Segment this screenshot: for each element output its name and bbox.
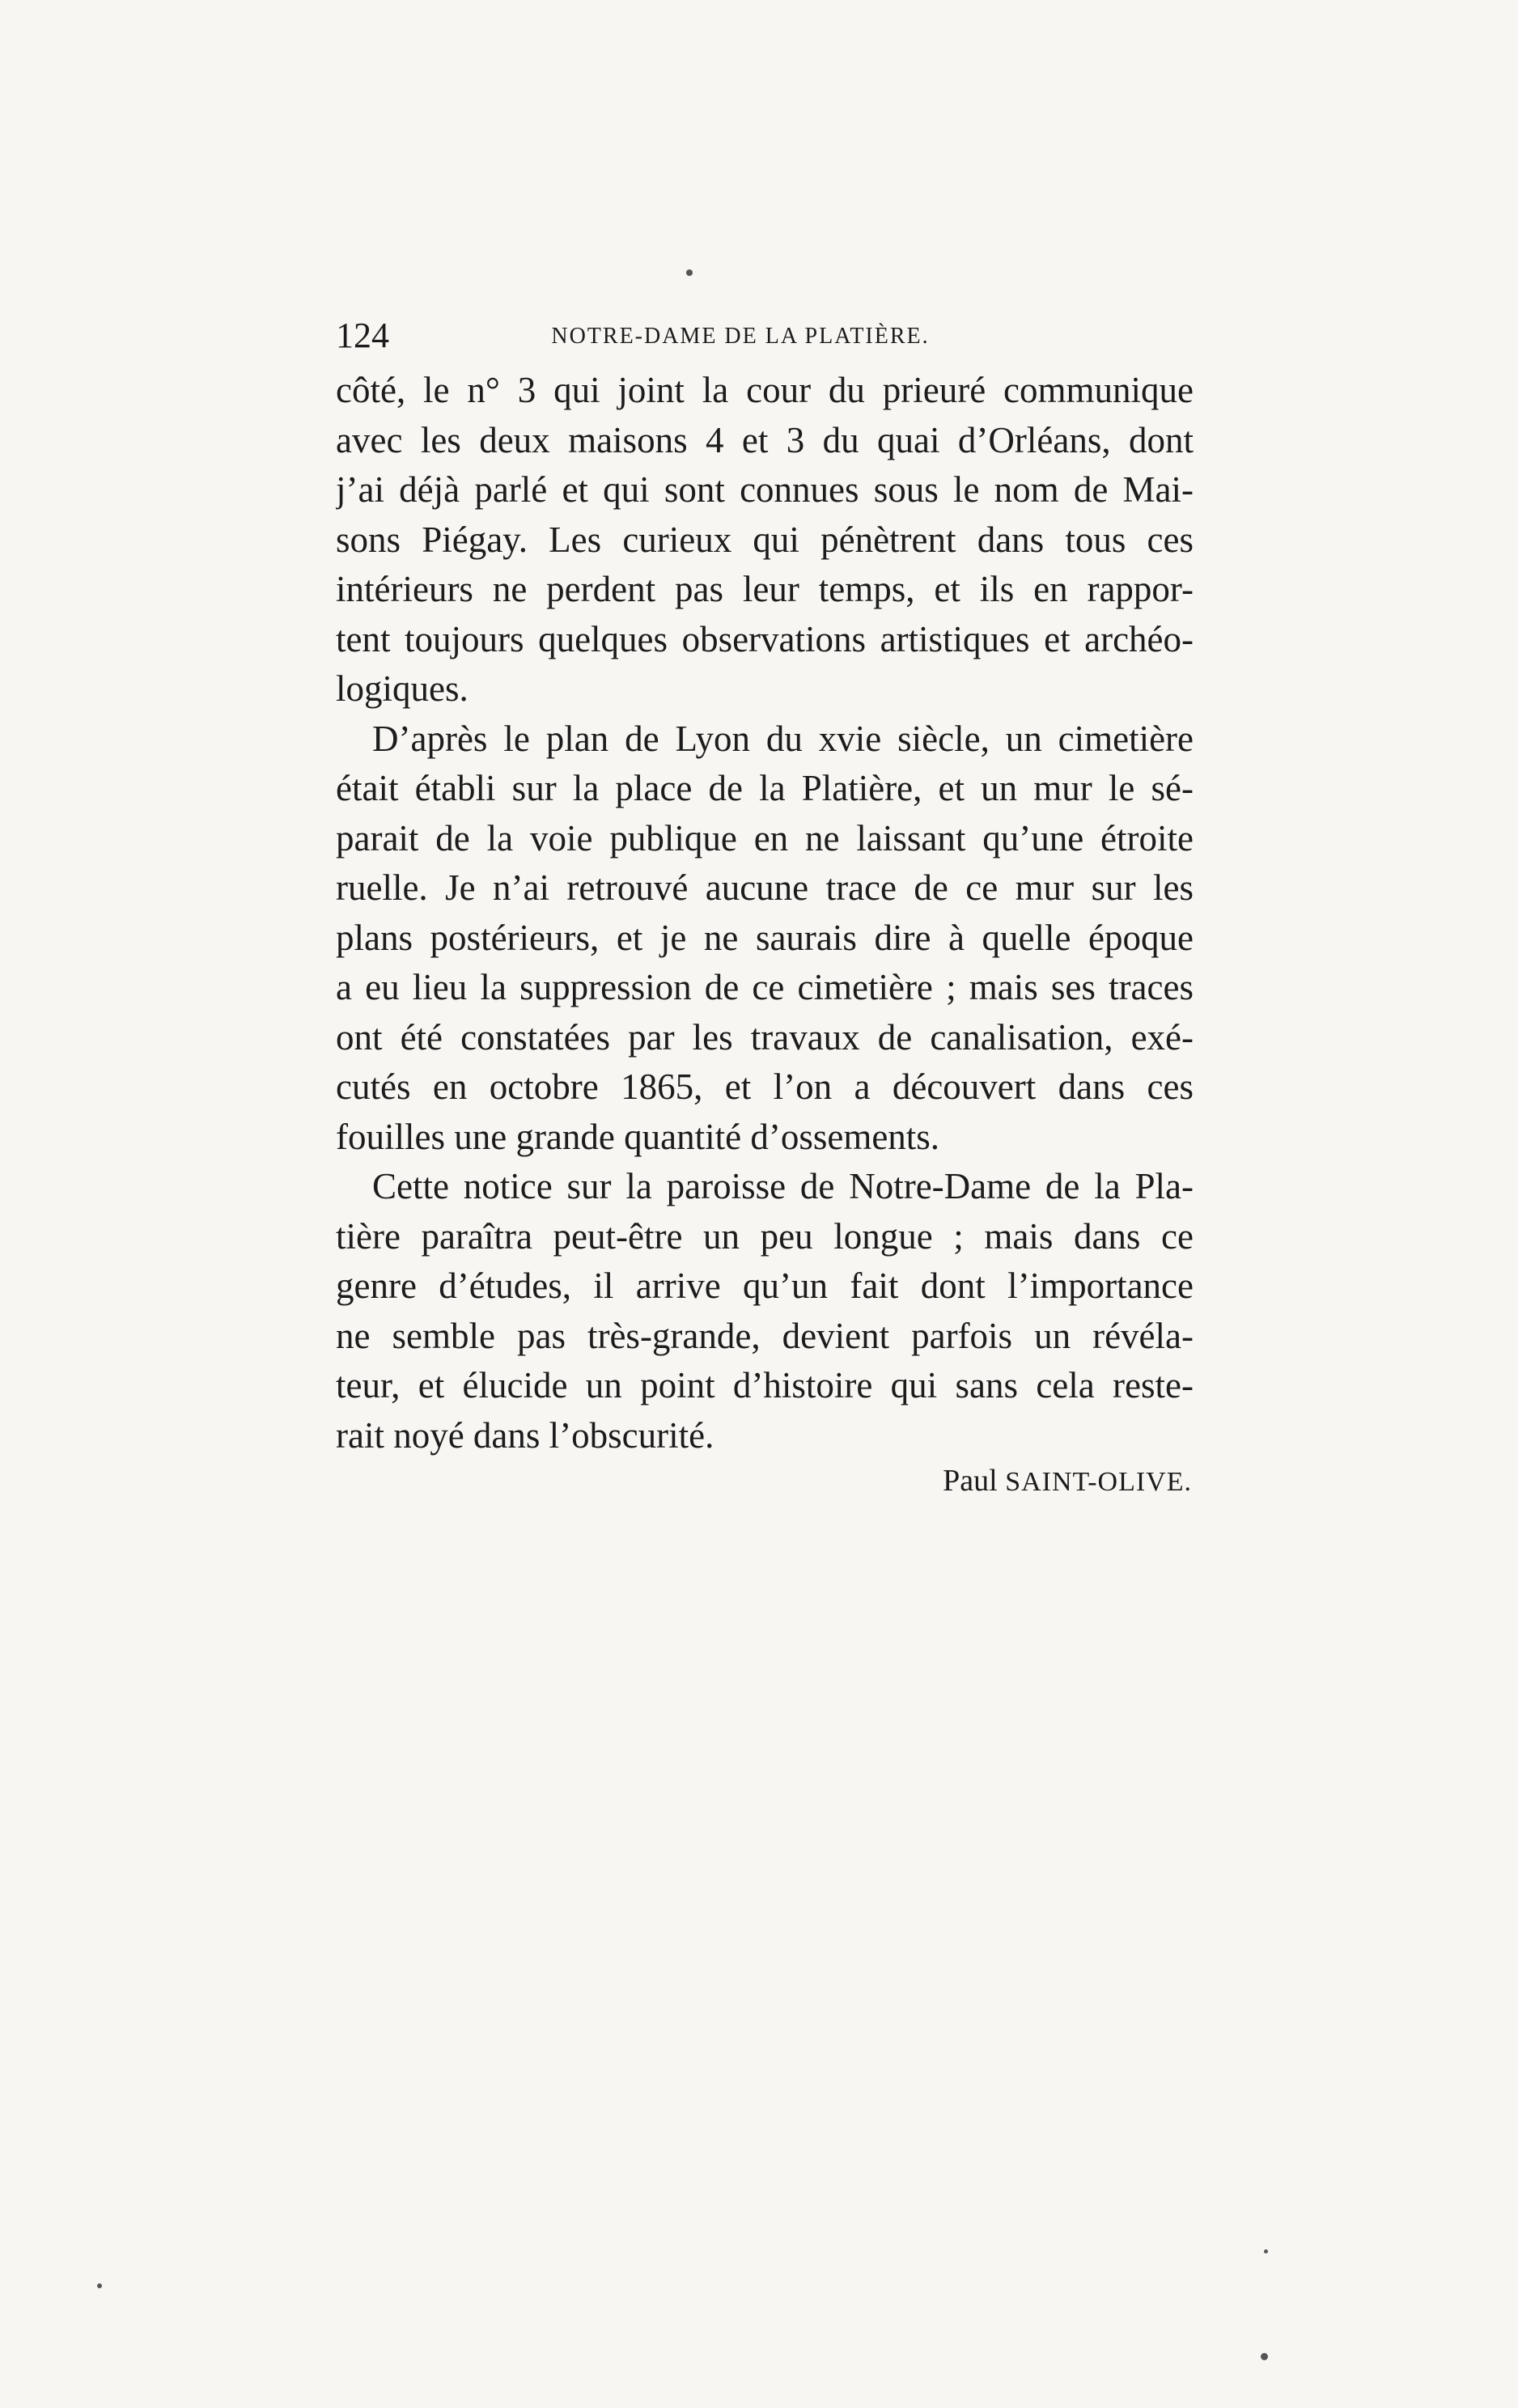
running-title: NOTRE-DAME DE LA PLATIÈRE. <box>551 324 930 349</box>
paragraph-2 <box>336 714 1194 1163</box>
page-number: 124 <box>336 316 389 355</box>
text-line: côté, le n° 3 qui joint la cour du prieuré communique <box>336 370 1194 410</box>
text-line: intérieurs ne perdent pas leur temps, et ils en rappor- <box>336 569 1194 609</box>
paragraph-1 <box>336 366 1194 714</box>
text-line: parait de la voie publique en ne laissant qu’une étroite <box>336 817 1194 858</box>
text-line: a eu lieu la suppression de ce cimetière ; mais ses traces <box>336 967 1194 1007</box>
text-line: tière paraîtra peut-être un peu longue ; mais dans ce <box>336 1215 1194 1257</box>
text-line: j’ai déjà parlé et qui sont connues sous le nom de Mai- <box>336 469 1194 510</box>
text-line: ne semble pas très-grande, devient parfois un révéla- <box>336 1315 1194 1356</box>
text-line: sons Piégay. Les curieux qui pénètrent dans tous ces <box>336 519 1194 560</box>
text-line: rait noyé dans l’obscurité. <box>336 1414 714 1456</box>
text-line: teur, et élucide un point d’histoire qui sans cela reste- <box>336 1365 1194 1405</box>
paragraph-3 <box>336 1162 1194 1460</box>
text-line: plans postérieurs, et je ne saurais dire à quelle époque <box>336 917 1194 958</box>
text-line: ont été constatées par les travaux de canalisation, exé- <box>336 1016 1194 1058</box>
signature-last-name: SAINT-OLIVE. <box>1005 1467 1192 1497</box>
text-line: tent toujours quelques observations artistiques et archéo- <box>336 618 1194 659</box>
signature-first-name: Paul <box>943 1464 998 1498</box>
body-text <box>336 366 1194 1460</box>
paper-speck <box>97 2283 102 2288</box>
text-line: avec les deux maisons 4 et 3 du quai d’Orléans, dont <box>336 419 1194 460</box>
text-line: genre d’études, il arrive qu’un fait dont l’importance <box>336 1265 1194 1306</box>
text-line: Cette notice sur la paroisse de Notre-Dame de la Pla- <box>372 1166 1194 1206</box>
text-line: logiques. <box>336 668 469 709</box>
paper-speck <box>1264 2249 1268 2253</box>
author-signature <box>336 1456 1192 1507</box>
page-header <box>336 312 1194 360</box>
text-line: fouilles une grande quantité d’ossements. <box>336 1116 940 1157</box>
text-line: D’après le plan de Lyon du xvie siècle, un cimetière <box>372 718 1194 759</box>
text-line: ruelle. Je n’ai retrouvé aucune trace de ce mur sur les <box>336 867 1194 908</box>
paper-speck <box>686 269 693 276</box>
paper-speck <box>1261 2353 1268 2360</box>
text-line: était établi sur la place de la Platière, et un mur le sé- <box>336 768 1194 808</box>
text-line: cutés en octobre 1865, et l’on a découvert dans ces <box>336 1066 1194 1107</box>
